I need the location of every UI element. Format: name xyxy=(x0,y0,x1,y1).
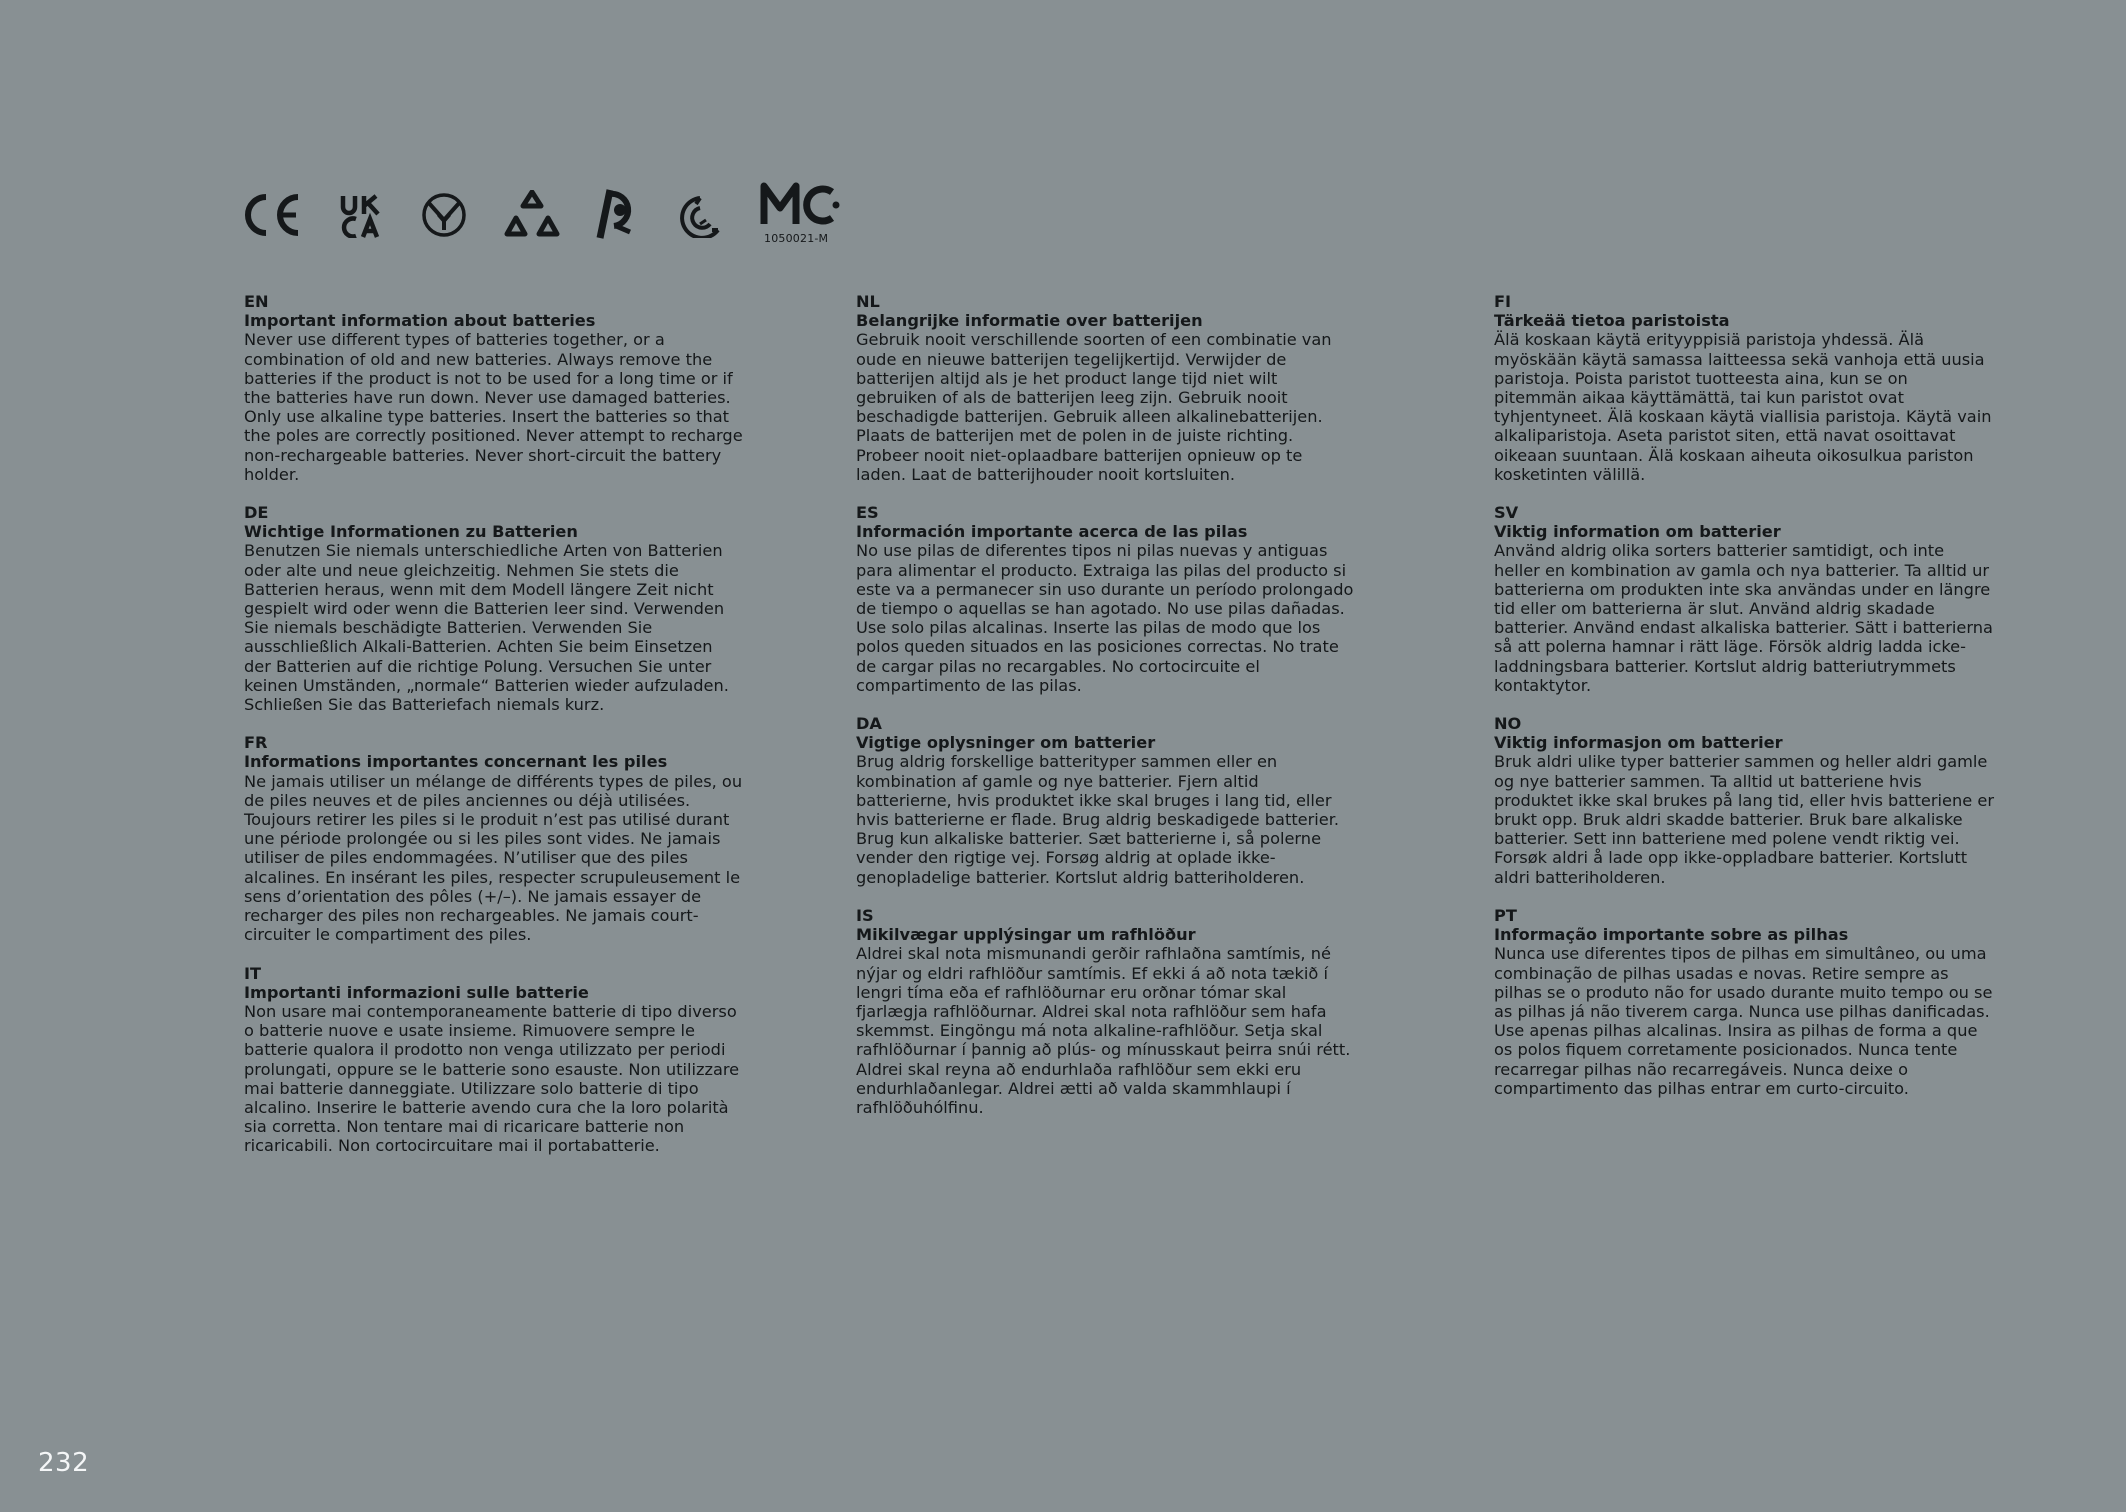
section-heading: Important information about batteries xyxy=(244,311,596,331)
language-code: IT xyxy=(244,963,262,983)
column-2 xyxy=(856,292,1356,1136)
section-en xyxy=(244,292,744,484)
section-heading: Wichtige Informationen zu Batterien xyxy=(244,522,578,542)
section-no xyxy=(1494,714,1994,887)
section-heading: Viktig information om batterier xyxy=(1494,522,1781,542)
language-code: SV xyxy=(1494,503,1519,523)
column-3 xyxy=(1494,292,1994,1117)
section-heading: Belangrijke informatie over batterijen xyxy=(856,311,1203,331)
section-heading: Importanti informazioni sulle batterie xyxy=(244,982,589,1002)
section-heading: Informations importantes concernant les piles xyxy=(244,752,668,772)
section-da xyxy=(856,714,1356,887)
recycling-triangles-mark-icon xyxy=(504,190,560,240)
section-heading: Viktig informasjon om batterier xyxy=(1494,733,1783,753)
section-body: No use pilas de diferentes tipos ni pilas nuevas y antiguas para alimentar el producto. Extraiga las pilas del producto si este va a permanecer sin uso durante un período prolongado de tiempo o aquellas se han agotado. No use pilas dañadas. Use solo pilas alcalinas. Inserte las pilas de modo que los polos queden situados en las posiciones correctas. No trate de cargar pilas no recargables. No cortocircuite el compartimento de las pilas. xyxy=(856,541,1354,695)
ukraine-conformity-mark-icon xyxy=(420,190,468,240)
section-body: Benutzen Sie niemals unterschiedliche Arten von Batterien oder alte und neue gleichzeitig. Nehmen Sie stets die Batterien heraus, wenn mit dem Modell längere Zeit nicht gespielt wird oder wenn die Batterien leer sind. Verwenden Sie niemals beschädigte Batterien. Verwenden Sie ausschließlich Alkali-Batterien. Achten Sie beim Einsetzen der Batterien auf die richtige Polung. Versuchen Sie unter keinen Umständen, „normale“ Batterien wieder aufzuladen. Schließen Sie das Batteriefach niemals kurz. xyxy=(244,541,729,715)
section-body: Bruk aldri ulike typer batterier sammen og heller aldri gamle og nye batterier sammen. Ta alltid ut batteriene hvis produktet ikke skal brukes på lang tid, eller hvis batteriene er brukt opp. Bruk aldri skadde batterier. Bruk bare alkaliske batterier. Sett inn batteriene med polene vendt riktig vei. Forsøk aldri å lade opp ikke-oppladbare batterier. Kortslutt aldri batteriholderen. xyxy=(1494,752,1994,887)
section-body: Nunca use diferentes tipos de pilhas em simultâneo, ou uma combinação de pilhas usadas e novas. Retire sempre as pilhas se o produto não for usado durante muito tempo ou se as pilhas já não tiverem carga. Nunca use pilhas danificadas. Use apenas pilhas alcalinas. Insira as pilhas de forma a que os polos fiquem corretamente posicionados. Nunca tente recarregar pilhas não recarregáveis. Nunca deixe o compartimento das pilhas entrar em curto-circuito. xyxy=(1494,944,1993,1098)
section-body: Brug aldrig forskellige batterityper sammen eller en kombination af gamle og nye batterier. Fjern altid batterierne, hvis produktet ikke skal bruges i lang tid, eller hvis batterierne er flade. Brug aldrig beskadigede batterier. Brug kun alkaliske batterier. Sæt batterierne i, så polerne vender den rigtige vej. Forsøg aldrig at oplade ikke-genopladelige batterier. Kortslut aldrig batteriholderen. xyxy=(856,752,1340,887)
waste-sorting-mark-icon xyxy=(676,194,722,238)
language-code: ES xyxy=(856,503,879,523)
page-number: 232 xyxy=(38,1448,90,1478)
language-code: DA xyxy=(856,714,882,734)
language-code: NO xyxy=(1494,714,1522,734)
language-code: IS xyxy=(856,905,874,925)
section-body: Non usare mai contemporaneamente batterie di tipo diverso o batterie nuove e usate insieme. Rimuovere sempre le batterie qualora il prodotto non venga utilizzato per periodi prolungati, oppure se le batterie sono esauste. Non utilizzare mai batterie danneggiate. Utilizzare solo batterie di tipo alcalino. Inserire le batterie avendo cura che la loro polarità sia corretta. Non tentare mai di ricaricare batterie non ricaricabili. Non cortocircuitare mai il portabatterie. xyxy=(244,1001,740,1156)
section-fr xyxy=(244,733,744,944)
section-pt xyxy=(1494,906,1994,1098)
section-nl xyxy=(856,292,1356,484)
section-heading: Vigtige oplysninger om batterier xyxy=(856,733,1156,753)
language-code: DE xyxy=(244,503,269,523)
language-code: NL xyxy=(856,292,880,311)
section-heading: Información importante acerca de las pilas xyxy=(856,522,1248,542)
language-code: EN xyxy=(244,292,269,311)
section-body: Ne jamais utiliser un mélange de différents types de piles, ou de piles neuves et de piles anciennes ou déjà utilisées. Toujours retirer les piles si le produit n’est pas utilisé durant une période prolongée ou si les piles sont vides. Ne jamais utiliser de piles endommagées. N’utiliser que des piles alcalines. En insérant les piles, respecter scrupuleusement le sens d’orientation des pôles (+/–). Ne jamais essayer de recharger des piles non rechargeables. Ne jamais court-circuiter le compartiment des piles. xyxy=(244,771,743,945)
language-code: PT xyxy=(1494,905,1517,925)
ce-mark-icon xyxy=(244,192,302,238)
language-code: FR xyxy=(244,733,268,753)
section-fi xyxy=(1494,292,1994,484)
eac-mark-icon xyxy=(596,188,636,240)
section-body: Älä koskaan käytä erityyppisiä paristoja yhdessä. Älä myöskään käytä samassa laitteessa sekä vanhoja että uusia paristoja. Poista paristot tuotteesta aina, kun se on pitemmän aikaa käyttämättä, tai kun paristot ovat tyhjentyneet. Älä koskaan käytä viallisia paristoja. Käytä vain alkaliparistoja. Aseta paristot siten, että navat osoittavat oikeaan suuntaan. Älä koskaan aiheuta oikosulkua pariston kosketinten välillä. xyxy=(1494,330,1992,484)
section-it xyxy=(244,964,744,1156)
section-heading: Tärkeää tietoa paristoista xyxy=(1494,311,1730,331)
section-heading: Mikilvægar upplýsingar um rafhlöður xyxy=(856,925,1196,945)
column-1 xyxy=(244,292,744,1175)
section-body: Gebruik nooit verschillende soorten of een combinatie van oude en nieuwe batterijen tegelijkertijd. Verwijder de batterijen altijd als je het product lange tijd niet wilt gebruiken of als de batterijen leeg zijn. Gebruik nooit beschadigde batterijen. Gebruik alleen alkalinebatterijen. Plaats de batterijen met de polen in de juiste richting. Probeer nooit niet-oplaadbare batterijen opnieuw op te laden. Laat de batterijhouder nooit kortsluiten. xyxy=(856,330,1332,484)
mc-code-label: 1050021-M xyxy=(764,232,829,245)
section-sv xyxy=(1494,503,1994,695)
language-code: FI xyxy=(1494,292,1512,311)
section-body: Aldrei skal nota mismunandi gerðir rafhlaðna samtímis, né nýjar og eldri rafhlöður samtímis. Ef ekki á að nota tækið í lengri tíma eða ef rafhlöðurnar eru orðnar tómar skal fjarlægja rafhlöðurnar. Aldrei skal nota rafhlöður sem hafa skemmst. Eingöngu má nota alkaline-rafhlöður. Setja skal rafhlöðurnar í þannig að plús- og mínusskaut þeirra snúi rétt. Aldrei skal reyna að endurhlaða rafhlöður sem ekki eru endurhlaðanlegar. Aldrei ætti að valda skammhlaupi í rafhlöðuhólfinu. xyxy=(856,944,1351,1117)
section-body: Never use different types of batteries together, or a combination of old and new batteries. Always remove the batteries if the product is not to be used for a long time or if the batteries have run down. Never use damaged batteries. Only use alkaline type batteries. Insert the batteries so that the poles are correctly positioned. Never attempt to recharge non-rechargeable batteries. Never short-circuit the battery holder. xyxy=(244,330,743,484)
section-es xyxy=(856,503,1356,695)
mc-mark-icon xyxy=(760,182,840,228)
section-de xyxy=(244,503,744,714)
ukca-mark-icon xyxy=(340,194,384,238)
section-body: Använd aldrig olika sorters batterier samtidigt, och inte heller en kombination av gamla och nya batterier. Ta alltid ur batterierna om produkten inte ska användas under en längre tid eller om batterierna är slut. Använd aldrig skadade batterier. Använd endast alkaliska batterier. Sätt i batterierna så att polerna hamnar i rätt läge. Försök aldrig ladda icke-laddningsbara batterier. Kortslut aldrig batteriutrymmets kontaktytor. xyxy=(1494,541,1993,695)
section-heading: Informação importante sobre as pilhas xyxy=(1494,925,1849,945)
section-is xyxy=(856,906,1356,1117)
